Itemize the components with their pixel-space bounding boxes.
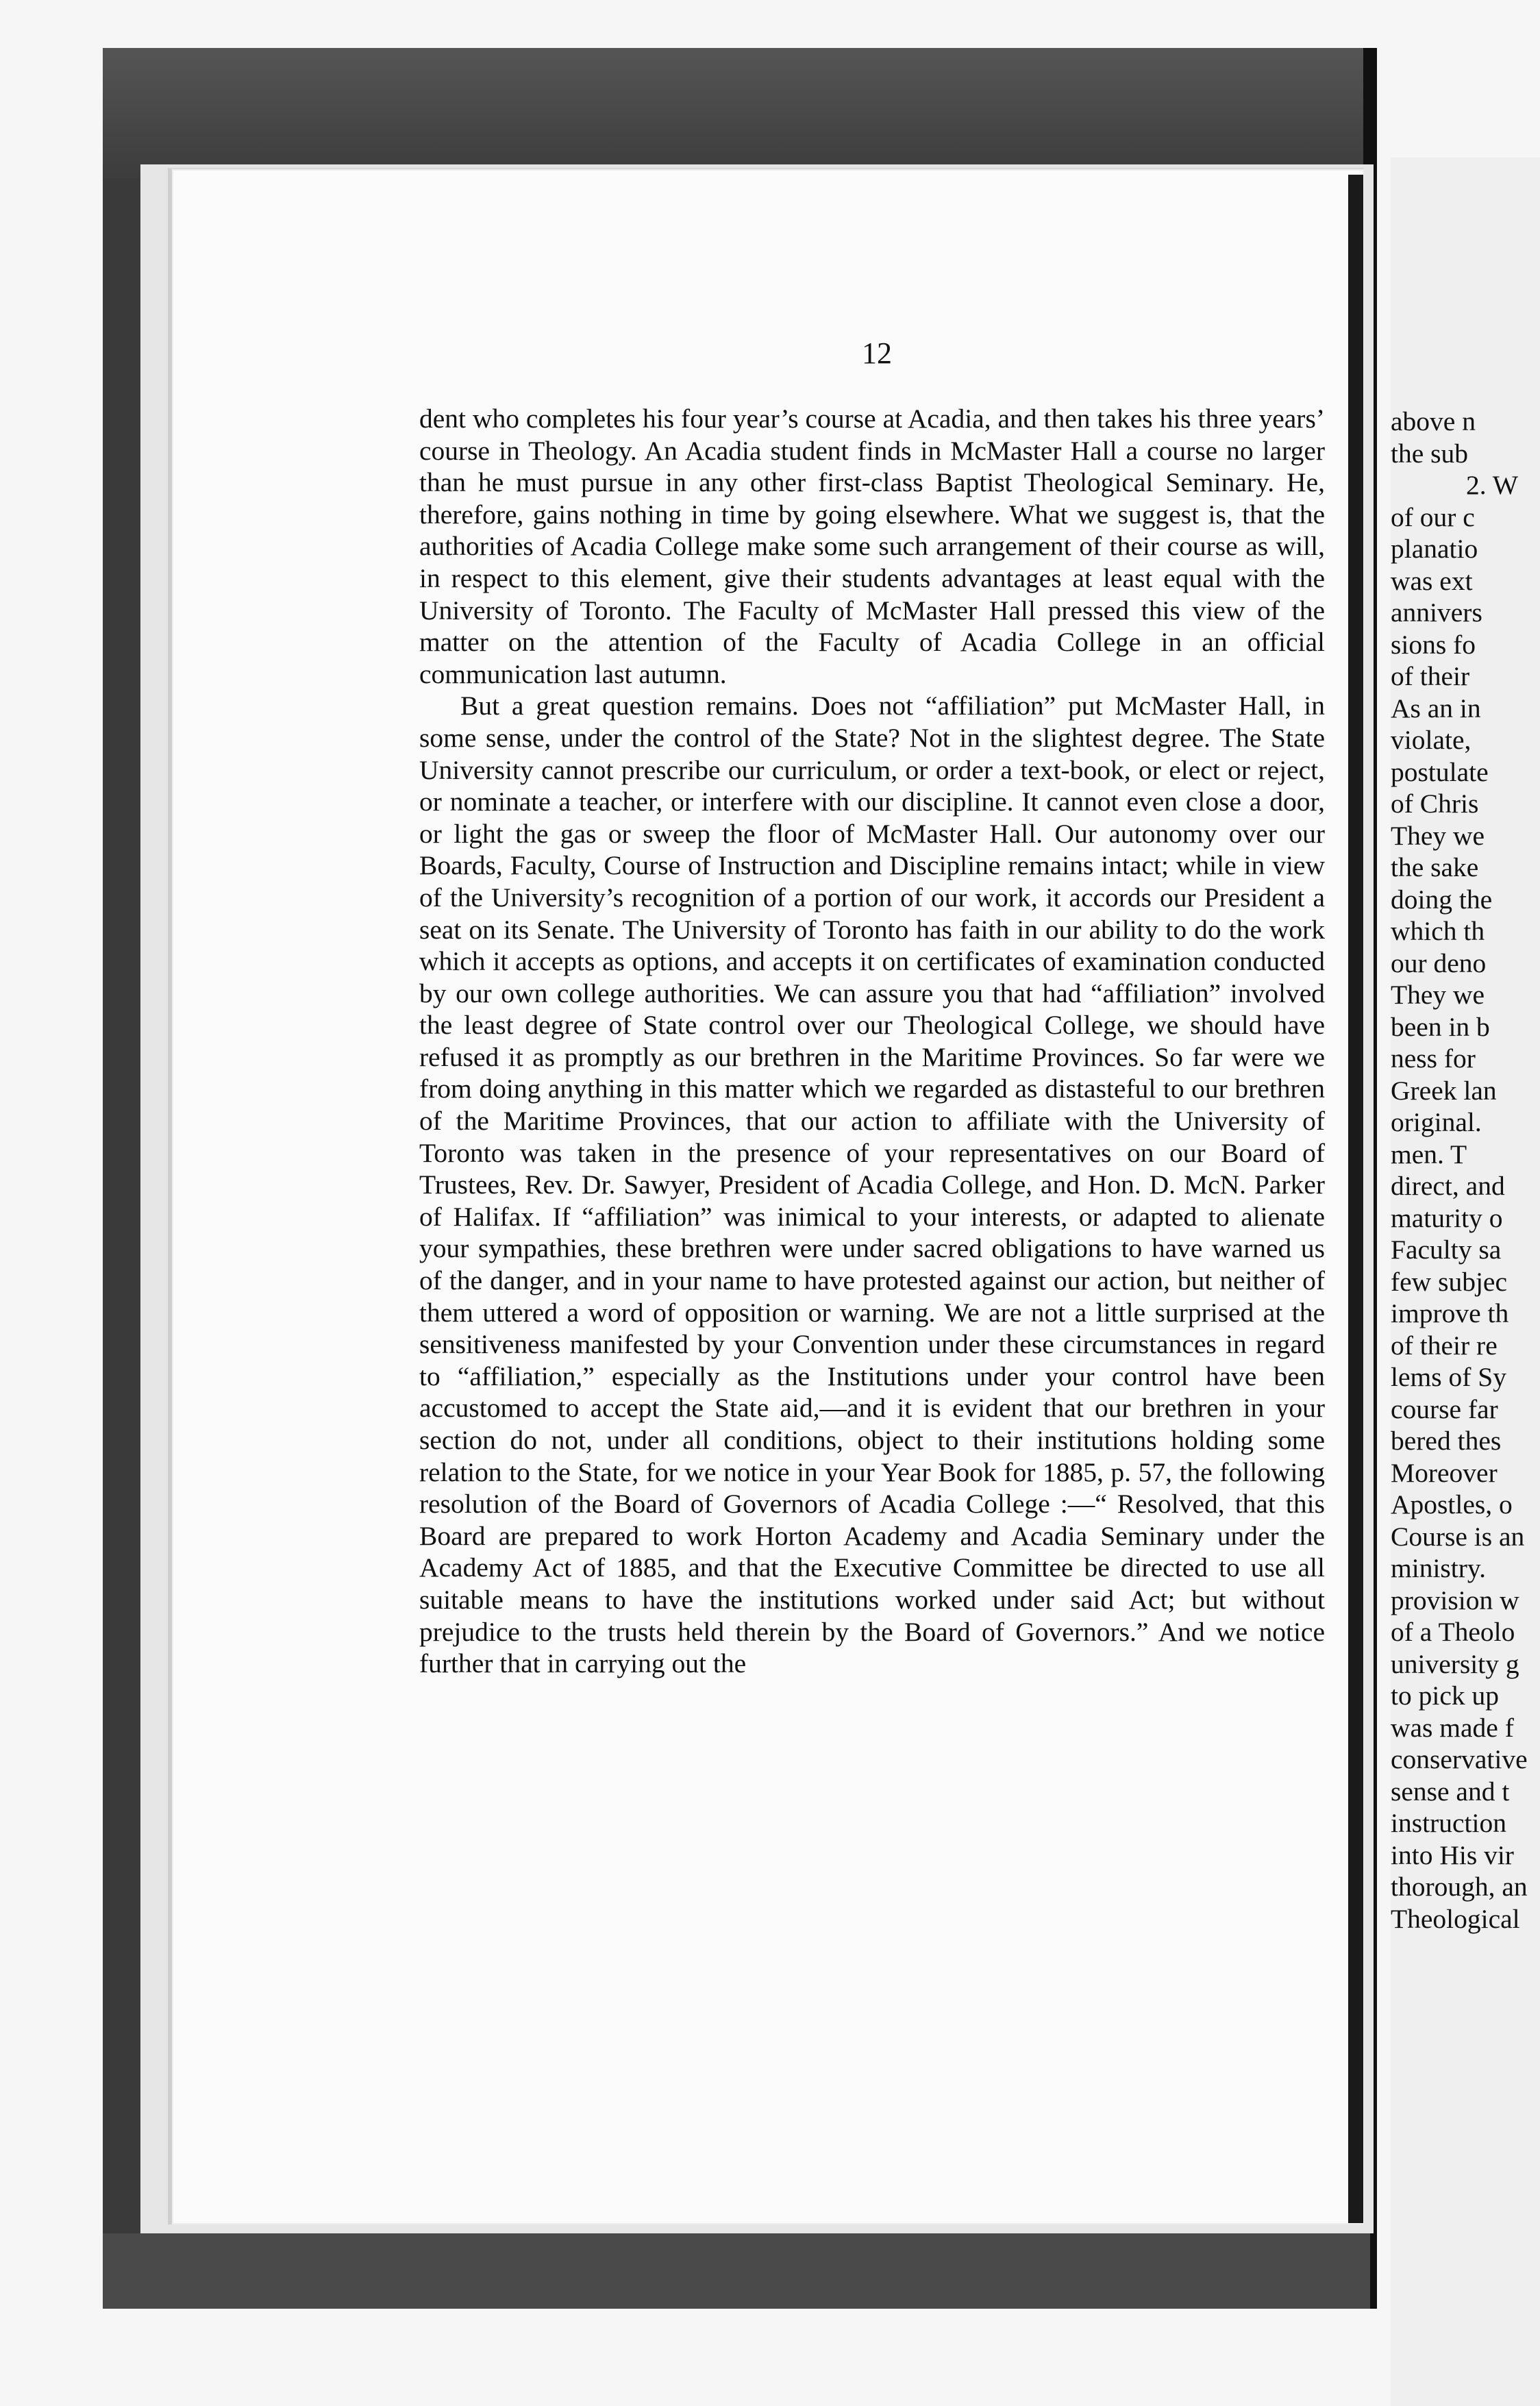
page-edge-shadow	[1348, 175, 1363, 2223]
scan-top-shadow	[103, 48, 1370, 178]
facing-line: course far	[1391, 1393, 1498, 1424]
facing-line: Course is an	[1391, 1521, 1525, 1552]
facing-line: Faculty sa	[1391, 1235, 1502, 1265]
facing-line: provision w	[1391, 1585, 1519, 1615]
facing-line: planatio	[1391, 534, 1478, 564]
facing-line: the sub	[1391, 438, 1469, 469]
facing-line: 2. W	[1466, 470, 1519, 500]
facing-line: violate,	[1391, 725, 1471, 755]
facing-line: of a Theolo	[1391, 1617, 1515, 1647]
facing-line: original.	[1391, 1107, 1482, 1137]
facing-line: direct, and	[1391, 1171, 1505, 1201]
facing-line: which th	[1391, 916, 1485, 946]
facing-line: was made f	[1391, 1712, 1514, 1743]
facing-line: bered thes	[1391, 1426, 1502, 1456]
scan-bottom-shadow	[103, 2233, 1370, 2309]
facing-line: ness for	[1391, 1043, 1476, 1074]
facing-line: of their re	[1391, 1330, 1498, 1361]
facing-line: annivers	[1391, 597, 1482, 628]
facing-line: university g	[1391, 1648, 1519, 1679]
facing-line: postulate	[1391, 756, 1489, 787]
facing-line: lems of Sy	[1391, 1362, 1506, 1392]
facing-line: sense and t	[1391, 1776, 1510, 1807]
facing-line: instruction	[1391, 1808, 1506, 1838]
paragraph-1: dent who completes his four year’s course at Acadia, and then takes his three years’ course in Theology. An Acadia student finds in McMaster Hall a course no larger than he must pursue in any other first-class Baptist Theological Seminary. He, therefore, gains nothing in time by going elsewhere. What we suggest is, that the authorities of Acadia College make some such arrangement of their course as will, in respect to this element, give their students advantages at least equal with the University of Toronto. The Faculty of McMaster Hall pressed this view of the matter on the attention of the Faculty of Acadia College in an official communication last autumn.	[419, 404, 1325, 689]
paragraph-2: But a great question remains. Does not “affiliation” put McMaster Hall, in some sense, under the control of the State? Not in the slightest degree. The State University cannot prescribe our curriculum, or order a text-book, or elect or reject, or nominate a teacher, or interfere with our discipline. It cannot even close a door, or light the gas or sweep the floor of McMaster Hall. Our autonomy over our Boards, Faculty, Course of Instruction and Discipline remains intact; while in view of the University’s recognition of a portion of our work, it accords our President a seat on its Senate. The University of Toronto has faith in our ability to do the work which it accepts as options, and accepts it on certificates of examination conducted by our own college authorities. We can assure you that had “affiliation” involved the least degree of State control over our Theological College, we should have refused it as promptly as our brethren in the Maritime Provinces. So far were we from doing anything in this matter which we regarded as distasteful to our brethren of the Maritime Provinces, that our action to affiliate with the University of Toronto was taken in the presence of your representatives on our Board of Trustees, Rev. Dr. Sawyer, President of Acadia College, and Hon. D. McN. Parker of Halifax. If “affiliation” was inimical to your interests, or adapted to alienate your sympathies, these brethren were under sacred obligations to have warned us of the danger, and in your name to have protested against our action, but neither of them uttered a word of opposition or warning. We are not a little surprised at the sensitiveness manifested by your Convention under these circumstances in regard to “affiliation,” especially as the Institutions under your control have been accustomed to accept the State aid,—and it is evident that our brethren in your section do not, under all conditions, object to their institutions holding some relation to the State, for we notice in your Year Book for 1885, p. 57, the following resolution of the Board of Governors of Acadia College :—“ Resolved, that this Board are prepared to work Horton Academy and Acadia Seminary under the Academy Act of 1885, and that the Executive Committee be directed to use all suitable means to have the institutions worked under said Act; but without prejudice to the trusts held therein by the Board of Governors.” And we notice further that in carrying out the	[419, 691, 1325, 1679]
facing-line: men. T	[1391, 1139, 1467, 1169]
facing-line: Theological	[1391, 1903, 1520, 1934]
facing-line: of Chris	[1391, 789, 1479, 819]
facing-line: was ext	[1391, 565, 1473, 596]
facing-line: our deno	[1391, 947, 1487, 978]
page-number: 12	[862, 336, 892, 370]
facing-line: Greek lan	[1391, 1075, 1497, 1106]
facing-line: As an in	[1391, 693, 1481, 723]
facing-line: to pick up	[1391, 1681, 1499, 1711]
facing-line: above n	[1391, 406, 1476, 436]
facing-line: been in b	[1391, 1011, 1490, 1042]
facing-line: into His vir	[1391, 1839, 1514, 1870]
facing-line: maturity o	[1391, 1202, 1503, 1233]
facing-line: Moreover	[1391, 1457, 1498, 1488]
facing-line: They we	[1391, 820, 1485, 851]
body-text	[419, 403, 1325, 1680]
facing-line: ministry.	[1391, 1553, 1486, 1583]
facing-line: conservative	[1391, 1744, 1528, 1774]
facing-line: the sake	[1391, 852, 1479, 882]
facing-line: Apostles, o	[1391, 1489, 1513, 1520]
facing-page-text	[1391, 406, 1540, 1935]
facing-line: of our c	[1391, 501, 1475, 532]
facing-line: sions fo	[1391, 629, 1476, 660]
facing-line: They we	[1391, 980, 1485, 1010]
facing-line: thorough, an	[1391, 1872, 1528, 1902]
facing-line: improve th	[1391, 1298, 1509, 1328]
facing-line: doing the	[1391, 884, 1493, 915]
facing-line: of their	[1391, 661, 1470, 691]
facing-line: few subjec	[1391, 1266, 1507, 1297]
